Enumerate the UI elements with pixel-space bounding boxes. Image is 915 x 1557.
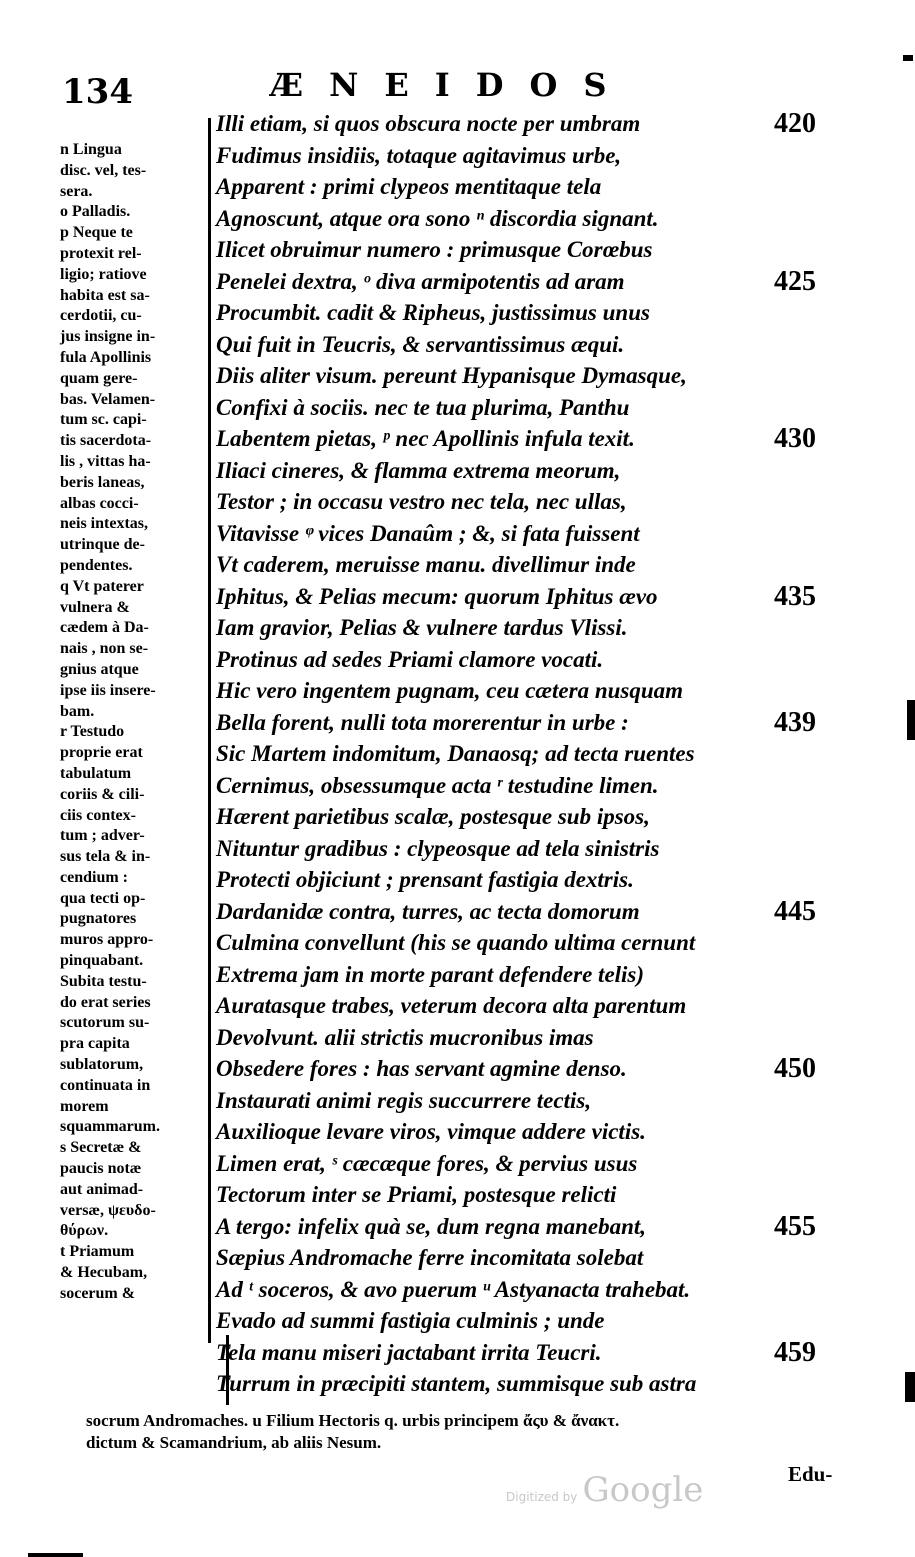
margin-note-line: Subita testu- <box>60 972 147 990</box>
margin-notes <box>60 140 210 1305</box>
margin-note-line: vulnera & <box>60 598 130 616</box>
verse-line-text: Evado ad summi fastigia culminis ; unde <box>216 1308 605 1333</box>
margin-note-line: pugnatores <box>60 910 137 928</box>
margin-note-line: jus insigne in- <box>60 328 156 346</box>
verse-line <box>216 612 846 644</box>
verse-line <box>216 518 846 550</box>
margin-note-line: tum sc. capi- <box>60 411 147 429</box>
verse-line <box>216 1085 846 1117</box>
margin-note-line: tis sacerdota- <box>60 432 152 450</box>
verse-line-text: Bella forent, nulli tota morerentur in urbe : <box>216 709 629 735</box>
margin-note-line: fula Apollinis <box>60 348 152 366</box>
verse-line-number: 435 <box>774 580 816 612</box>
footnote-line: dictum & Scamandrium, ab aliis Nesum. <box>86 1433 382 1452</box>
verse-line-text: Hic vero ingentem pugnam, ceu cætera nusquam <box>216 678 684 703</box>
margin-note-line: squammarum. <box>60 1118 161 1136</box>
verse-line-text: Qui fuit in Teucris, & servantissimus æqui. <box>216 331 625 357</box>
verse-line <box>216 1242 846 1274</box>
verse-line-text: Protinus ad sedes Priami clamore vocati. <box>216 646 604 672</box>
verse-line-text: Fudimus insidiis, totaque agitavimus urbe, <box>216 142 622 168</box>
page-number: 134 <box>62 72 133 112</box>
verse-line <box>216 486 846 518</box>
verse-line-number: 439 <box>774 706 816 738</box>
verse-line-text: Confixi à sociis. nec te tua plurima, Panthu <box>216 394 630 420</box>
verse-line-text: Auratasque trabes, veterum decora alta parentum <box>216 993 687 1018</box>
verse-line-number: 455 <box>774 1210 816 1242</box>
edge-mark <box>907 700 915 740</box>
google-logo: Google <box>582 1470 704 1510</box>
verse-line-text: Penelei dextra, ᵒ diva armipotentis ad aram <box>216 268 625 294</box>
margin-note-line: qua tecti op- <box>60 889 146 907</box>
verse-line <box>216 140 846 172</box>
verse-line <box>216 1053 846 1085</box>
margin-note-line: protexit rel- <box>60 244 142 262</box>
verse-line-text: Dardanidæ contra, turres, ac tecta domorum <box>216 898 640 924</box>
margin-note-line: morem <box>60 1097 109 1115</box>
verse-line-text: Labentem pietas, ᵖ nec Apollinis infula texit. <box>216 426 635 451</box>
margin-note-line: albas cocci- <box>60 494 139 512</box>
verse-line-number: 445 <box>774 895 816 927</box>
footnote <box>86 1410 886 1454</box>
watermark-prefix: Digitized by <box>506 1490 578 1504</box>
verse-line-number: 430 <box>774 423 816 454</box>
margin-note-line: pra capita <box>60 1035 130 1053</box>
verse-line <box>216 581 846 613</box>
margin-note-line: disc. vel, tes- <box>60 161 147 179</box>
margin-note-line: cædem à Da- <box>60 619 149 637</box>
verse-line <box>216 675 846 707</box>
verse-line-text: Hærent parietibus scalæ, postesque sub ipsos, <box>216 804 650 829</box>
running-title: ÆNEIDOS <box>270 66 633 104</box>
verse-line <box>216 392 846 424</box>
margin-note-line: proprie erat <box>60 744 143 762</box>
verse-line-text: A tergo: infelix quà se, dum regna manebant, <box>216 1213 647 1239</box>
catchword: Edu- <box>788 1462 833 1486</box>
verse-line-text: Auxilioque levare viros, vimque addere victis. <box>216 1119 646 1144</box>
verse-line <box>216 1022 846 1054</box>
margin-note-line: p Neque te <box>60 224 133 242</box>
margin-note-line: scutorum su- <box>60 1014 150 1032</box>
margin-note-line: neis intextas, <box>60 515 148 533</box>
verse-line <box>216 833 846 865</box>
margin-note-line: socerum & <box>60 1284 136 1302</box>
margin-note-line: versæ, ψευδο- <box>60 1201 156 1219</box>
verse-line-text: Iam gravior, Pelias & vulnere tardus Vlissi. <box>216 615 628 640</box>
verse-line <box>216 1179 846 1211</box>
verse-line-text: Procumbit. cadit & Ripheus, justissimus unus <box>216 300 650 325</box>
verse-line-text: Apparent : primi clypeos mentitaque tela <box>216 174 602 199</box>
margin-note-line: paucis notæ <box>60 1160 142 1178</box>
margin-note-line: bas. Velamen- <box>60 390 156 408</box>
edge-mark <box>28 1553 83 1557</box>
margin-note-line: r Testudo <box>60 723 125 741</box>
edge-mark <box>903 55 913 61</box>
margin-note-line: θύρων. <box>60 1222 109 1240</box>
edge-mark <box>905 1372 915 1402</box>
margin-note-line: ligio; ratiove <box>60 265 147 283</box>
verse-line <box>216 234 846 266</box>
verse-line-text: Sic Martem indomitum, Danaosq; ad tecta ruentes <box>216 741 695 766</box>
verse-line-number: 450 <box>774 1053 816 1084</box>
margin-note-line: gnius atque <box>60 660 139 678</box>
verse-line-text: Diis aliter visum. pereunt Hypanisque Dymasque, <box>216 363 687 388</box>
verse-line <box>216 1274 846 1306</box>
verse-line-text: Iliaci cineres, & flamma extrema meorum, <box>216 457 621 483</box>
verse-line <box>216 1337 846 1369</box>
margin-note-line: q Vt paterer <box>60 577 144 595</box>
verse-line-text: Turrum in præcipiti stantem, summisque sub astra <box>216 1371 697 1396</box>
margin-note-line: s Secretæ & <box>60 1139 142 1157</box>
margin-note-line: habita est sa- <box>60 286 150 304</box>
verse-line <box>216 1148 846 1180</box>
verse-line <box>216 108 846 140</box>
verse-line <box>216 801 846 833</box>
verse-line-text: Ad ᵗ soceros, & avo puerum ᵘ Astyanacta trahebat. <box>216 1276 691 1302</box>
verse-line-text: Protecti objiciunt ; prensant fastigia dextris. <box>216 867 634 892</box>
margin-note-line: o Palladis. <box>60 203 131 221</box>
verse-line-text: Sæpius Andromache ferre incomitata solebat <box>216 1245 644 1270</box>
verse-line <box>216 360 846 392</box>
margin-note-line: utrinque de- <box>60 536 145 554</box>
verse-line-text: Cernimus, obsessumque acta ʳ testudine limen. <box>216 772 659 798</box>
margin-note-line: sera. <box>60 182 93 200</box>
margin-note-line: cendium : <box>60 868 128 886</box>
verse-line <box>216 203 846 235</box>
margin-note-line: continuata in <box>60 1076 151 1094</box>
verse-line-text: Tela manu miseri jactabant irrita Teucri. <box>216 1339 602 1365</box>
verse-line <box>216 1211 846 1243</box>
margin-note-line: t Priamum <box>60 1243 135 1261</box>
verse-line-number: 420 <box>774 108 816 139</box>
verse-text <box>216 108 846 1400</box>
verse-line-text: Illi etiam, si quos obscura nocte per umbram <box>216 111 641 136</box>
verse-line-text: Obsedere fores : has servant agmine denso. <box>216 1056 627 1081</box>
verse-line <box>216 266 846 298</box>
verse-line <box>216 1116 846 1148</box>
verse-line-text: Iphitus, & Pelias mecum: quorum Iphitus ævo <box>216 583 658 609</box>
footnote-line: socrum Andromaches. u Filium Hectoris q. urbis principem ἄςυ & ἄνακτ. <box>86 1411 620 1430</box>
verse-line-text: Ilicet obruimur numero : primusque Corœbus <box>216 237 653 262</box>
verse-line-text: Nituntur gradibus : clypeosque ad tela sinistris <box>216 835 660 861</box>
verse-line-text: Culmina convellunt (his se quando ultima cernunt <box>216 930 696 955</box>
verse-line <box>216 927 846 959</box>
verse-line <box>216 707 846 739</box>
margin-note-line: ciis contex- <box>60 806 136 824</box>
verse-line-number: 425 <box>774 265 816 297</box>
margin-note-line: pinquabant. <box>60 952 144 970</box>
margin-note-line: do erat series <box>60 993 151 1011</box>
verse-line <box>216 549 846 581</box>
verse-line-text: Devolvunt. alii strictis mucronibus imas <box>216 1024 594 1050</box>
margin-note-line: aut animad- <box>60 1180 144 1198</box>
verse-line <box>216 1368 846 1400</box>
verse-line <box>216 455 846 487</box>
margin-note-line: pendentes. <box>60 556 133 574</box>
margin-note-line: nais , non se- <box>60 640 149 658</box>
verse-line-text: Extrema jam in morte parant defendere telis) <box>216 961 645 987</box>
verse-line <box>216 896 846 928</box>
verse-line <box>216 329 846 361</box>
margin-note-line: tabulatum <box>60 764 132 782</box>
verse-line-text: Limen erat, ˢ cæcæque fores, & pervius usus <box>216 1150 638 1176</box>
margin-note-line: & Hecubam, <box>60 1264 148 1282</box>
verse-line <box>216 738 846 770</box>
verse-line <box>216 644 846 676</box>
verse-line <box>216 990 846 1022</box>
margin-note-line: tum ; adver- <box>60 827 145 845</box>
margin-note-line: ipse iis insere- <box>60 681 156 699</box>
margin-note-line: beris laneas, <box>60 473 145 491</box>
verse-line <box>216 297 846 329</box>
margin-note-line: n Lingua <box>60 141 122 158</box>
margin-note-line: lis , vittas ha- <box>60 452 151 470</box>
verse-line <box>216 171 846 203</box>
verse-line-text: Instaurati animi regis succurrere tectis, <box>216 1087 592 1113</box>
margin-note-line: bam. <box>60 702 95 720</box>
margin-note-line: sublatorum, <box>60 1056 144 1074</box>
verse-line <box>216 864 846 896</box>
margin-note-line: sus tela & in- <box>60 848 151 866</box>
margin-note-line: cerdotii, cu- <box>60 307 142 325</box>
digitized-watermark <box>506 1470 703 1510</box>
verse-line-text: Testor ; in occasu vestro nec tela, nec ullas, <box>216 489 627 514</box>
verse-line <box>216 770 846 802</box>
verse-line <box>216 1305 846 1337</box>
verse-line-text: Tectorum inter se Priami, postesque relicti <box>216 1182 617 1207</box>
verse-line-number: 459 <box>774 1336 816 1368</box>
verse-line-text: Vitavisse ᵠ vices Danaûm ; &, si fata fuissent <box>216 520 640 546</box>
margin-note-line: muros appro- <box>60 931 154 949</box>
margin-note-line: quam gere- <box>60 369 138 387</box>
verse-line <box>216 959 846 991</box>
verse-line <box>216 423 846 455</box>
verse-line-text: Agnoscunt, atque ora sono ⁿ discordia signant. <box>216 205 659 231</box>
verse-line-text: Vt caderem, meruisse manu. divellimur inde <box>216 552 636 577</box>
margin-note-line: coriis & cili- <box>60 785 145 803</box>
